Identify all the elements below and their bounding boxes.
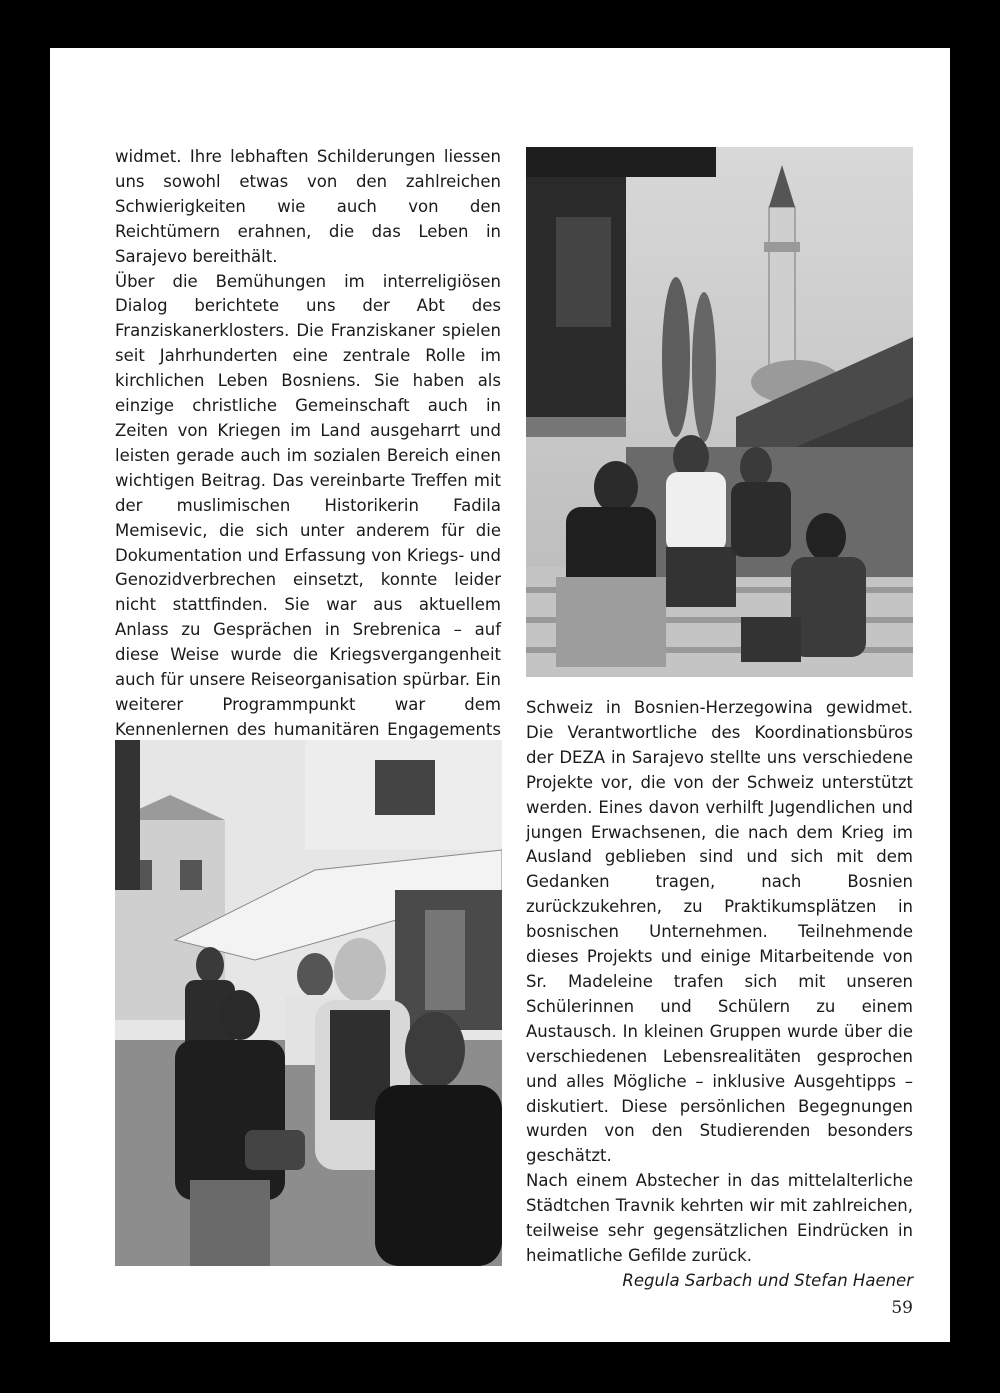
left-paragraph-2: Über die Bemühungen im interreligiösen Dialog berichtete uns der Abt des Franziskanerklosters. Die Franziskaner spielen seit Jahrhunderten eine zentrale Rolle im kirchlichen Leben Bosniens. Sie haben als einzige christliche Gemeinschaft auch in Zeiten von Kriegen im Land ausgeharrt und leisten gerade auch im sozialen Bereich einen wichtigen Beitrag. Das vereinbarte Treffen mit der muslimischen Historikerin Fadila Memisevic, die sich unter anderem für die Dokumentation und Erfassung von Kriegs- und Genozidverbrechen einsetzt, konnte leider nicht stattfinden. Sie war aus aktuellem Anlass zu Gesprächen in Srebrenica – auf diese Weise wurde die Kriegsvergangenheit auch für unsere Reiseorganisation spürbar. Ein weiterer Programmpunkt war dem Kennenlernen des humanitären Engagements	[115, 271, 501, 739]
author-credit: Regula Sarbach und Stefan Haener	[622, 1270, 913, 1290]
photo-students-in-bazaar	[115, 740, 502, 1266]
right-paragraph-2: Nach einem Abstecher in das mittelalterliche Städtchen Travnik kehrten wir mit zahlreichen, teilweise sehr gegensätzlichen Eindrücken in heimatliche Gefilde zurück.	[526, 1171, 913, 1265]
left-paragraph-1: widmet. Ihre lebhaften Schilderungen liessen uns sowohl etwas von den zahlreichen Schwierigkeiten wie auch von den Reichtümern erahnen, die das Leben in Sarajevo bereithält.	[115, 147, 501, 266]
photo-students-on-steps-mosque	[526, 147, 913, 677]
page-number: 59	[891, 1298, 913, 1318]
right-paragraph-1: Schweiz in Bosnien-Herzegowina gewidmet. Die Verantwortliche des Koordinationsbüros der DEZA in Sarajevo stellte uns verschiedene Projekte vor, die von der Schweiz unterstützt werden. Eines davon verhilft Jugendlichen und jungen Erwachsenen, die nach dem Krieg im Ausland geblieben sind und sich mit dem Gedanken tragen, nach Bosnien zurückzukehren, zu Praktikumsplätzen in bosnischen Unternehmen. Teilnehmende dieses Projekts und einige Mitarbeitende von Sr. Madeleine trafen sich mit unseren Schülerinnen und Schülern zu einem Austausch. In kleinen Gruppen wurde über die verschiedenen Lebensrealitäten gesprochen und alles Mögliche – inklusive Ausgehtipps – diskutiert. Diese persönlichen Begegnungen wurden von den Studierenden besonders geschätzt.	[526, 698, 913, 1166]
right-text-column	[526, 696, 913, 1294]
left-text-column	[115, 145, 501, 768]
document-page	[50, 48, 950, 1342]
